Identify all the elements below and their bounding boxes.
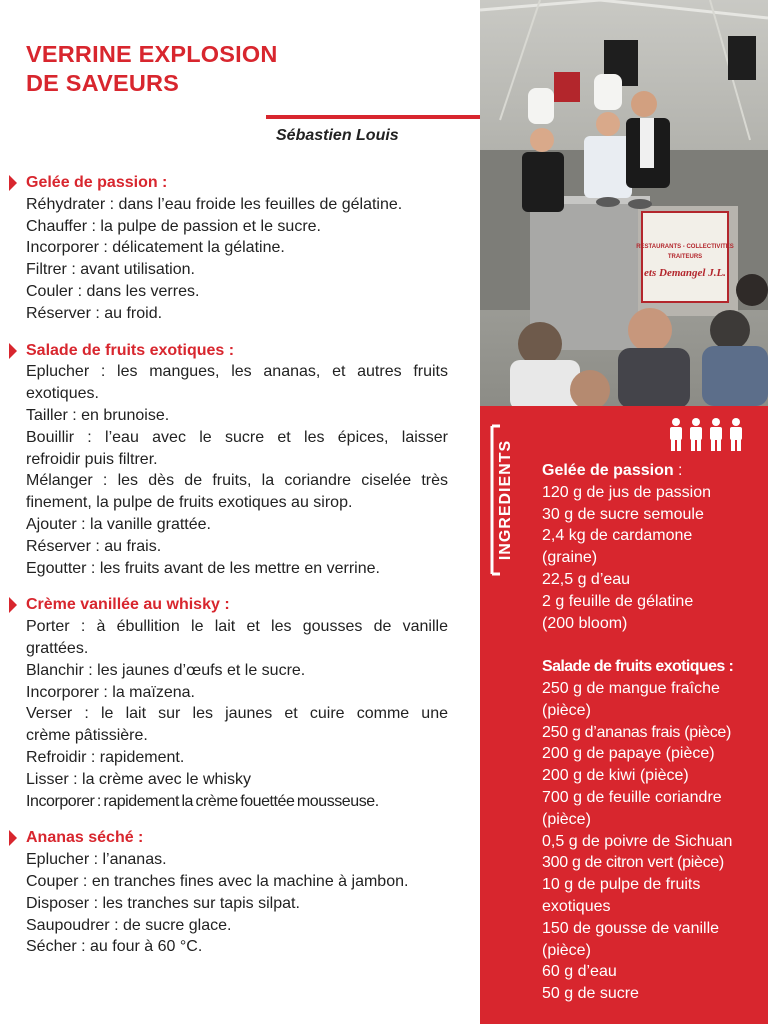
recipe-title — [26, 40, 446, 98]
ingredient-item: (pièce) — [542, 810, 591, 828]
step-line: Eplucher : l’ananas. — [26, 851, 167, 869]
step-line: Incorporer : la maïzena. — [26, 683, 195, 701]
ingredient-item: 250 g d’ananas frais (pièce) — [542, 723, 732, 741]
banner-text-2: TRAITEURS — [667, 254, 703, 260]
ingredient-item: (200 bloom) — [542, 614, 628, 632]
ingredients-heading-gelee: Gelée de passion : — [542, 462, 683, 479]
banner-text-3: ets Demangel J.L. — [644, 267, 726, 279]
section-heading: Gelée de passion : — [26, 172, 448, 194]
step-line: crème pâtissière. — [26, 727, 148, 745]
ingredient-item: 200 g de kiwi (pièce) — [542, 767, 689, 785]
ingredient-item: 250 g de mangue fraîche — [542, 679, 720, 697]
steps-section-gelee — [26, 172, 448, 325]
ingredient-item: (pièce) — [542, 941, 591, 959]
banner-text-1: RESTAURANTS - COLLECTIVITÉS — [636, 244, 734, 250]
step-line: Ajouter : la vanille grattée. — [26, 515, 211, 533]
step-line: Incorporer : délicatement la gélatine. — [26, 239, 285, 257]
spacer — [542, 634, 764, 656]
ingredient-item: 2 g feuille de gélatine — [542, 592, 694, 610]
ingredient-item: 2,4 kg de cardamone — [542, 527, 693, 545]
step-line: Lisser : la crème avec le whisky — [26, 770, 251, 788]
step-line: Sécher : au four à 60 °C. — [26, 938, 203, 956]
steps-section-salade — [26, 340, 448, 580]
ingredients-vertical-label — [480, 414, 520, 586]
ingredient-item: 700 g de feuille coriandre — [542, 788, 722, 806]
step-line: Verser : le lait sur les jaunes et cuire comme une — [26, 705, 448, 723]
ingredient-item: 22,5 g d’eau — [542, 570, 631, 588]
ingredient-item: 200 g de papaye (pièce) — [542, 745, 715, 763]
ingredients-label-text: INGREDIENTS — [497, 439, 514, 561]
ingredient-item: 300 g de citron vert (pièce) — [542, 854, 724, 872]
preparation-steps — [26, 172, 448, 973]
step-line: Réhydrater : dans l’eau froide les feuilles de gélatine. — [26, 195, 403, 213]
step-line: Filtrer : avant utilisation. — [26, 261, 195, 279]
step-line: Disposer : les tranches sur tapis silpat. — [26, 894, 300, 912]
recipe-title-line1: VERRINE EXPLOSION — [26, 41, 278, 67]
ingredient-item: (graine) — [542, 549, 598, 567]
section-heading: Ananas séché : — [26, 827, 448, 849]
step-line: Eplucher : les mangues, les ananas, et autres fruits — [26, 363, 448, 381]
step-line: Refroidir : rapidement. — [26, 748, 185, 766]
step-line: Incorporer : rapidement la crème fouettée mousseuse. — [26, 792, 379, 810]
step-line: grattées. — [26, 639, 89, 657]
ingredients-heading-salade: Salade de fruits exotiques : — [542, 658, 734, 676]
author-name: Sébastien Louis — [276, 127, 399, 144]
step-line: Saupoudrer : de sucre glace. — [26, 916, 232, 934]
step-line: Porter : à ébullition le lait et les gousses de vanille — [26, 618, 448, 636]
ingredient-item: 120 g de jus de passion — [542, 483, 712, 501]
steps-section-ananas — [26, 827, 448, 958]
step-line: Couper : en tranches fines avec la machine à jambon. — [26, 872, 409, 890]
step-line: Egoutter : les fruits avant de les mettre en verrine. — [26, 559, 380, 577]
step-line: Réserver : au froid. — [26, 304, 163, 322]
ingredient-item: 10 g de pulpe de fruits — [542, 876, 701, 894]
chef-demo-photo — [480, 0, 768, 406]
ingredient-item: 150 de gousse de vanille — [542, 919, 720, 937]
steps-section-creme — [26, 594, 448, 812]
step-line: Mélanger : les dès de fruits, la coriandre ciselée très — [26, 472, 448, 490]
step-line: refroidir puis filtrer. — [26, 450, 158, 468]
ingredient-item: exotiques — [542, 897, 611, 915]
step-line: exotiques. — [26, 385, 99, 403]
four-people-icon — [668, 418, 750, 452]
section-heading: Salade de fruits exotiques : — [26, 340, 448, 362]
step-line: Couler : dans les verres. — [26, 282, 200, 300]
ingredient-item: 30 g de sucre semoule — [542, 505, 704, 523]
ingredients-list — [542, 460, 764, 1005]
recipe-title-line2: DE SAVEURS — [26, 70, 180, 96]
ingredient-item: 50 g de sucre — [542, 985, 639, 1003]
title-divider — [266, 115, 480, 119]
ingredient-item: (pièce) — [542, 701, 591, 719]
chef-demo-illustration — [480, 0, 768, 406]
arrow-bullet-icon — [9, 597, 17, 613]
ingredient-item: 60 g d’eau — [542, 963, 617, 981]
section-heading: Crème vanillée au whisky : — [26, 594, 448, 616]
step-line: Réserver : au frais. — [26, 537, 162, 555]
arrow-bullet-icon — [9, 175, 17, 191]
step-line: finement, la pulpe de fruits exotiques au sirop. — [26, 494, 353, 512]
arrow-bullet-icon — [9, 343, 17, 359]
step-line: Bouillir : l’eau avec le sucre et les épices, laisser — [26, 428, 448, 446]
arrow-bullet-icon — [9, 830, 17, 846]
ingredient-item: 0,5 g de poivre de Sichuan — [542, 832, 733, 850]
step-line: Blanchir : les jaunes d’œufs et le sucre. — [26, 661, 306, 679]
step-line: Tailler : en brunoise. — [26, 406, 170, 424]
step-line: Chauffer : la pulpe de passion et le sucre. — [26, 217, 321, 235]
